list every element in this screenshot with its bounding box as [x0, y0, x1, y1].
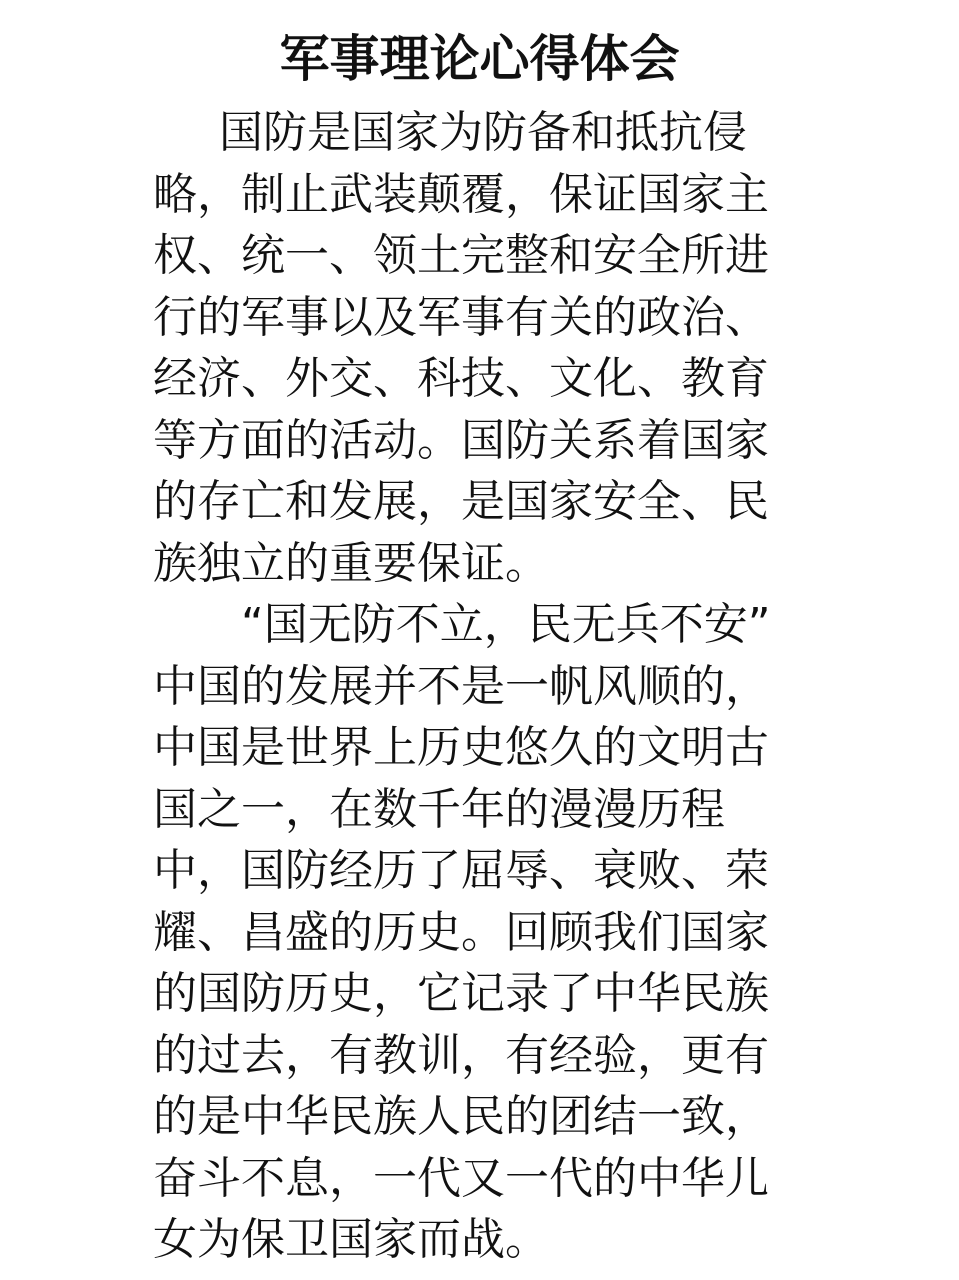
paragraph-1	[153, 102, 783, 594]
paragraph-line: 国之一，在数千年的漫漫历程	[153, 783, 725, 835]
paragraph-line: “国无防不立，民无兵不安”	[241, 599, 771, 650]
paragraph-2	[153, 594, 783, 1271]
paragraph-line: 中，国防经历了屈辱、衰败、荣	[153, 845, 769, 896]
document-body	[153, 102, 783, 1271]
paragraph-line: 的是中华民族人民的团结一致，	[153, 1091, 769, 1142]
paragraph-line: 国防是国家为防备和抵抗侵	[219, 107, 747, 158]
paragraph-line: 中国是世界上历史悠久的文明古	[153, 722, 769, 773]
paragraph-line: 女为保卫国家而战。	[153, 1214, 549, 1265]
paragraph-line: 行的军事以及军事有关的政治、	[153, 291, 769, 343]
paragraph-line: 权、统一、领土完整和安全所进	[153, 230, 769, 281]
paragraph-line: 经济、外交、科技、文化、教育	[153, 353, 769, 404]
paragraph-line: 的国防历史，它记录了中华民族	[153, 968, 769, 1019]
document-title: 军事理论心得体会	[279, 30, 680, 88]
paragraph-line: 族独立的重要保证。	[153, 537, 549, 589]
paragraph-line: 的过去，有教训，有经验，更有	[153, 1029, 769, 1081]
paragraph-line: 奋斗不息，一代又一代的中华儿	[153, 1152, 769, 1204]
paragraph-line: 等方面的活动。国防关系着国家	[153, 414, 769, 466]
paragraph-line: 略，制止武装颠覆，保证国家主	[153, 168, 769, 220]
paragraph-line: 耀、昌盛的历史。回顾我们国家	[153, 906, 769, 958]
paragraph-line: 的存亡和发展，是国家安全、民	[153, 476, 769, 527]
paragraph-line: 中国的发展并不是一帆风顺的，	[153, 660, 769, 712]
